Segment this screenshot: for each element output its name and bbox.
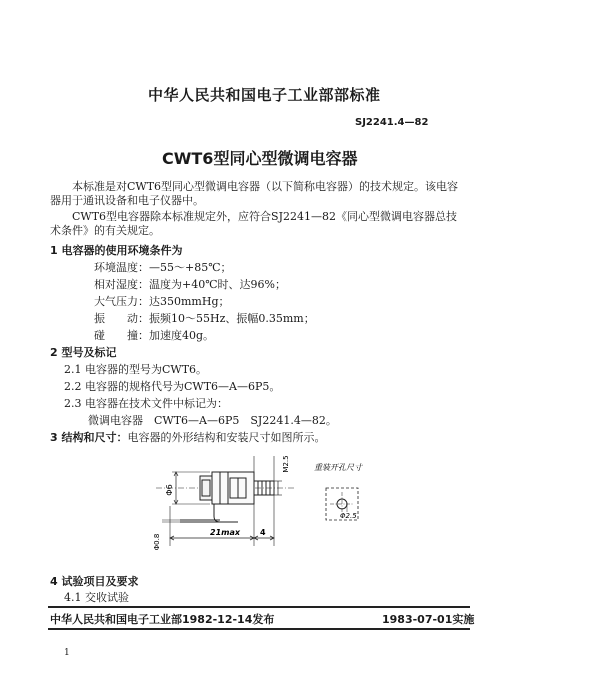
section-3 bbox=[50, 431, 325, 445]
intro-paragraph-1: 本标准是对CWT6型同心型微调电容器（以下简称电容器）的技术规定。该电容器用于通讯设备和电子仪器中。 bbox=[50, 180, 459, 207]
dim-m2-5: M2.5 bbox=[282, 455, 290, 473]
item-4-1: 4.1 交收试验 bbox=[64, 591, 129, 604]
footer-rule-bottom bbox=[48, 628, 470, 630]
item-2-1: 2.1 电容器的型号为CWT6。 bbox=[64, 363, 208, 376]
org-standard-title: 中华人民共和国电子工业部部标准 bbox=[148, 86, 381, 104]
dim-phi6: Φ6 bbox=[165, 484, 174, 496]
env-pressure: 大气压力：达350mmHg； bbox=[94, 295, 230, 308]
document-title: CWT6型同心型微调电容器 bbox=[162, 149, 358, 168]
footer-rule-top bbox=[48, 606, 470, 608]
section-2-heading: 2 型号及标记 bbox=[50, 346, 117, 359]
marking-example: 微调电容器 CWT6—A—6P5 SJ2241.4—82。 bbox=[88, 414, 337, 427]
section-4-heading: 4 试验项目及要求 bbox=[50, 575, 139, 588]
section-3-heading: 3 结构和尺寸： bbox=[50, 431, 128, 444]
intro-paragraph-2: CWT6型电容器除本标准规定外，应符合SJ2241—82《同心型微调电容器总技术条件》的有关规定。 bbox=[50, 210, 457, 237]
standard-code: SJ2241.4—82 bbox=[355, 117, 429, 128]
effective-date: 1983-07-01实施 bbox=[382, 613, 475, 626]
env-temperature: 环境温度：—55～+85℃； bbox=[94, 261, 232, 274]
env-shock: 碰 撞：加速度40g。 bbox=[94, 329, 215, 342]
hole-diameter: Φ2.5 bbox=[340, 512, 357, 520]
capacitor-drawing bbox=[150, 446, 390, 558]
item-2-3: 2.3 电容器在技术文件中标记为： bbox=[64, 397, 228, 410]
dim-phi0-8: Φ0.8 bbox=[153, 533, 161, 551]
issue-date: 中华人民共和国电子工业部1982-12-14发布 bbox=[50, 613, 275, 626]
page-number: 1 bbox=[64, 648, 70, 658]
item-2-2: 2.2 电容器的规格代号为CWT6—A—6P5。 bbox=[64, 380, 281, 393]
env-vibration: 振 动：振频10～55Hz、振幅0.35mm； bbox=[94, 312, 315, 325]
section-3-text: 电容器的外形结构和安装尺寸如图所示。 bbox=[127, 431, 326, 444]
section-1-heading: 1 电容器的使用环境条件为 bbox=[50, 244, 183, 257]
dim-4: 4 bbox=[260, 528, 266, 537]
hole-size-title: 重装开孔尺寸 bbox=[314, 463, 362, 472]
env-humidity: 相对湿度：温度为+40℃时、达96%； bbox=[94, 278, 286, 291]
dim-21max: 21max bbox=[210, 528, 241, 537]
